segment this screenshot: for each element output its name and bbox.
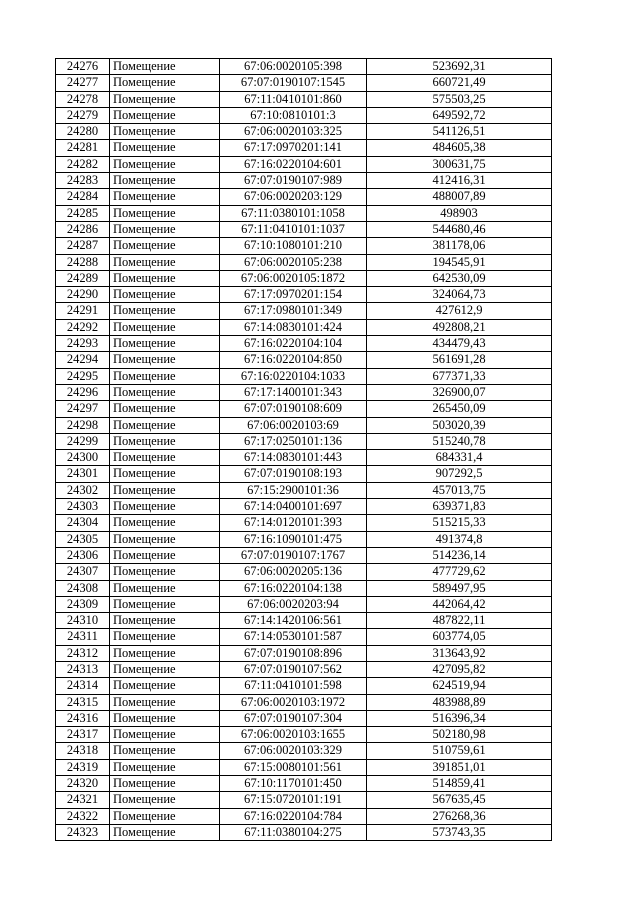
cadastral-number-cell: 67:17:0970201:154 [220, 287, 367, 303]
table-row [56, 694, 552, 710]
row-number-cell: 24312 [56, 645, 110, 661]
value-cell: 442064,42 [367, 596, 552, 612]
row-number-cell: 24294 [56, 352, 110, 368]
object-type-cell: Помещение [110, 759, 220, 775]
table-row [56, 824, 552, 840]
object-type-cell: Помещение [110, 564, 220, 580]
object-type-cell: Помещение [110, 613, 220, 629]
table-row [56, 776, 552, 792]
value-cell: 567635,45 [367, 792, 552, 808]
row-number-cell: 24286 [56, 221, 110, 237]
value-cell: 194545,91 [367, 254, 552, 270]
table-row [56, 678, 552, 694]
object-type-cell: Помещение [110, 319, 220, 335]
cadastral-number-cell: 67:16:0220104:784 [220, 808, 367, 824]
object-type-cell: Помещение [110, 368, 220, 384]
value-cell: 313643,92 [367, 645, 552, 661]
cadastral-number-cell: 67:06:0020105:238 [220, 254, 367, 270]
object-type-cell: Помещение [110, 645, 220, 661]
value-cell: 515215,33 [367, 515, 552, 531]
object-type-cell: Помещение [110, 629, 220, 645]
table-row [56, 221, 552, 237]
object-type-cell: Помещение [110, 808, 220, 824]
cadastral-number-cell: 67:17:0250101:136 [220, 433, 367, 449]
value-cell: 427095,82 [367, 661, 552, 677]
cadastral-number-cell: 67:07:0190108:193 [220, 466, 367, 482]
row-number-cell: 24315 [56, 694, 110, 710]
value-cell: 561691,28 [367, 352, 552, 368]
table-row [56, 531, 552, 547]
cadastral-number-cell: 67:16:0220104:1033 [220, 368, 367, 384]
value-cell: 381178,06 [367, 238, 552, 254]
object-type-cell: Помещение [110, 156, 220, 172]
value-cell: 484605,38 [367, 140, 552, 156]
table-row [56, 287, 552, 303]
table-row [56, 336, 552, 352]
cadastral-number-cell: 67:06:0020103:329 [220, 743, 367, 759]
cadastral-number-cell: 67:16:0220104:601 [220, 156, 367, 172]
cadastral-number-cell: 67:07:0190108:896 [220, 645, 367, 661]
cadastral-number-cell: 67:06:0020103:69 [220, 417, 367, 433]
value-cell: 649592,72 [367, 107, 552, 123]
cadastral-number-cell: 67:07:0190108:609 [220, 401, 367, 417]
row-number-cell: 24318 [56, 743, 110, 759]
cadastral-number-cell: 67:17:0980101:349 [220, 303, 367, 319]
object-type-cell: Помещение [110, 776, 220, 792]
value-cell: 523692,31 [367, 59, 552, 75]
object-type-cell: Помещение [110, 189, 220, 205]
table-row [56, 629, 552, 645]
value-cell: 907292,5 [367, 466, 552, 482]
object-type-cell: Помещение [110, 401, 220, 417]
value-cell: 573743,35 [367, 824, 552, 840]
value-cell: 477729,62 [367, 564, 552, 580]
cadastral-number-cell: 67:14:0120101:393 [220, 515, 367, 531]
value-cell: 391851,01 [367, 759, 552, 775]
table-row [56, 319, 552, 335]
table-row [56, 140, 552, 156]
object-type-cell: Помещение [110, 205, 220, 221]
object-type-cell: Помещение [110, 450, 220, 466]
row-number-cell: 24298 [56, 417, 110, 433]
value-cell: 498903 [367, 205, 552, 221]
object-type-cell: Помещение [110, 743, 220, 759]
row-number-cell: 24290 [56, 287, 110, 303]
cadastral-number-cell: 67:06:0020203:94 [220, 596, 367, 612]
row-number-cell: 24291 [56, 303, 110, 319]
object-type-cell: Помещение [110, 417, 220, 433]
object-type-cell: Помещение [110, 124, 220, 140]
row-number-cell: 24289 [56, 270, 110, 286]
table-row [56, 515, 552, 531]
value-cell: 624519,94 [367, 678, 552, 694]
object-type-cell: Помещение [110, 140, 220, 156]
table-row [56, 499, 552, 515]
object-type-cell: Помещение [110, 384, 220, 400]
value-cell: 483988,89 [367, 694, 552, 710]
value-cell: 503020,39 [367, 417, 552, 433]
table-row [56, 580, 552, 596]
object-type-cell: Помещение [110, 678, 220, 694]
row-number-cell: 24317 [56, 727, 110, 743]
cadastral-number-cell: 67:10:0810101:3 [220, 107, 367, 123]
table-row [56, 466, 552, 482]
row-number-cell: 24305 [56, 531, 110, 547]
table-row [56, 156, 552, 172]
table-row [56, 124, 552, 140]
value-cell: 434479,43 [367, 336, 552, 352]
table-row [56, 368, 552, 384]
value-cell: 544680,46 [367, 221, 552, 237]
cadastral-number-cell: 67:14:0830101:424 [220, 319, 367, 335]
object-type-cell: Помещение [110, 499, 220, 515]
value-cell: 684331,4 [367, 450, 552, 466]
cadastral-number-cell: 67:11:0380104:275 [220, 824, 367, 840]
cadastral-number-cell: 67:06:0020205:136 [220, 564, 367, 580]
value-cell: 488007,89 [367, 189, 552, 205]
object-type-cell: Помещение [110, 303, 220, 319]
row-number-cell: 24313 [56, 661, 110, 677]
table-row [56, 547, 552, 563]
row-number-cell: 24283 [56, 173, 110, 189]
row-number-cell: 24307 [56, 564, 110, 580]
row-number-cell: 24320 [56, 776, 110, 792]
table-row [56, 613, 552, 629]
value-cell: 326900,07 [367, 384, 552, 400]
cadastral-number-cell: 67:14:0400101:697 [220, 499, 367, 515]
table-row [56, 792, 552, 808]
table-row [56, 303, 552, 319]
object-type-cell: Помещение [110, 287, 220, 303]
row-number-cell: 24323 [56, 824, 110, 840]
object-type-cell: Помещение [110, 221, 220, 237]
row-number-cell: 24293 [56, 336, 110, 352]
table-row [56, 417, 552, 433]
object-type-cell: Помещение [110, 482, 220, 498]
row-number-cell: 24296 [56, 384, 110, 400]
row-number-cell: 24282 [56, 156, 110, 172]
row-number-cell: 24304 [56, 515, 110, 531]
row-number-cell: 24280 [56, 124, 110, 140]
value-cell: 427612,9 [367, 303, 552, 319]
row-number-cell: 24306 [56, 547, 110, 563]
table-row [56, 596, 552, 612]
row-number-cell: 24276 [56, 59, 110, 75]
cadastral-number-cell: 67:06:0020103:325 [220, 124, 367, 140]
row-number-cell: 24303 [56, 499, 110, 515]
object-type-cell: Помещение [110, 531, 220, 547]
object-type-cell: Помещение [110, 710, 220, 726]
value-cell: 677371,33 [367, 368, 552, 384]
row-number-cell: 24299 [56, 433, 110, 449]
cadastral-number-cell: 67:07:0190107:1545 [220, 75, 367, 91]
cadastral-number-cell: 67:17:1400101:343 [220, 384, 367, 400]
value-cell: 491374,8 [367, 531, 552, 547]
value-cell: 575503,25 [367, 91, 552, 107]
value-cell: 457013,75 [367, 482, 552, 498]
table-row [56, 205, 552, 221]
cadastral-number-cell: 67:11:0410101:1037 [220, 221, 367, 237]
cadastral-number-cell: 67:16:0220104:138 [220, 580, 367, 596]
table-row [56, 759, 552, 775]
cadastral-number-cell: 67:06:0020203:129 [220, 189, 367, 205]
object-type-cell: Помещение [110, 596, 220, 612]
table-row [56, 270, 552, 286]
row-number-cell: 24300 [56, 450, 110, 466]
table-row [56, 401, 552, 417]
row-number-cell: 24295 [56, 368, 110, 384]
object-type-cell: Помещение [110, 466, 220, 482]
cadastral-number-cell: 67:06:0020103:1972 [220, 694, 367, 710]
table-row [56, 482, 552, 498]
row-number-cell: 24322 [56, 808, 110, 824]
property-table [55, 58, 552, 841]
row-number-cell: 24316 [56, 710, 110, 726]
value-cell: 300631,75 [367, 156, 552, 172]
object-type-cell: Помещение [110, 91, 220, 107]
value-cell: 515240,78 [367, 433, 552, 449]
cadastral-number-cell: 67:15:0080101:561 [220, 759, 367, 775]
value-cell: 589497,95 [367, 580, 552, 596]
property-table-body [56, 59, 552, 841]
cadastral-number-cell: 67:14:0530101:587 [220, 629, 367, 645]
value-cell: 502180,98 [367, 727, 552, 743]
value-cell: 639371,83 [367, 499, 552, 515]
row-number-cell: 24288 [56, 254, 110, 270]
table-row [56, 173, 552, 189]
object-type-cell: Помещение [110, 694, 220, 710]
object-type-cell: Помещение [110, 515, 220, 531]
table-row [56, 645, 552, 661]
value-cell: 510759,61 [367, 743, 552, 759]
cadastral-number-cell: 67:16:0220104:850 [220, 352, 367, 368]
object-type-cell: Помещение [110, 580, 220, 596]
cadastral-number-cell: 67:17:0970201:141 [220, 140, 367, 156]
row-number-cell: 24285 [56, 205, 110, 221]
table-row [56, 384, 552, 400]
value-cell: 642530,09 [367, 270, 552, 286]
table-row [56, 661, 552, 677]
value-cell: 412416,31 [367, 173, 552, 189]
cadastral-number-cell: 67:10:1170101:450 [220, 776, 367, 792]
object-type-cell: Помещение [110, 238, 220, 254]
cadastral-number-cell: 67:11:0410101:598 [220, 678, 367, 694]
table-row [56, 564, 552, 580]
object-type-cell: Помещение [110, 254, 220, 270]
cadastral-number-cell: 67:06:0020105:398 [220, 59, 367, 75]
row-number-cell: 24308 [56, 580, 110, 596]
object-type-cell: Помещение [110, 59, 220, 75]
table-row [56, 107, 552, 123]
object-type-cell: Помещение [110, 661, 220, 677]
cadastral-number-cell: 67:06:0020103:1655 [220, 727, 367, 743]
cadastral-number-cell: 67:16:1090101:475 [220, 531, 367, 547]
row-number-cell: 24314 [56, 678, 110, 694]
row-number-cell: 24321 [56, 792, 110, 808]
table-row [56, 710, 552, 726]
table-row [56, 238, 552, 254]
value-cell: 514859,41 [367, 776, 552, 792]
value-cell: 660721,49 [367, 75, 552, 91]
object-type-cell: Помещение [110, 336, 220, 352]
table-row [56, 727, 552, 743]
value-cell: 324064,73 [367, 287, 552, 303]
cadastral-number-cell: 67:15:2900101:36 [220, 482, 367, 498]
value-cell: 516396,34 [367, 710, 552, 726]
object-type-cell: Помещение [110, 433, 220, 449]
row-number-cell: 24277 [56, 75, 110, 91]
table-row [56, 254, 552, 270]
cadastral-number-cell: 67:16:0220104:104 [220, 336, 367, 352]
row-number-cell: 24311 [56, 629, 110, 645]
value-cell: 487822,11 [367, 613, 552, 629]
row-number-cell: 24281 [56, 140, 110, 156]
table-row [56, 189, 552, 205]
table-row [56, 433, 552, 449]
row-number-cell: 24292 [56, 319, 110, 335]
object-type-cell: Помещение [110, 107, 220, 123]
value-cell: 492808,21 [367, 319, 552, 335]
object-type-cell: Помещение [110, 75, 220, 91]
object-type-cell: Помещение [110, 824, 220, 840]
row-number-cell: 24302 [56, 482, 110, 498]
row-number-cell: 24310 [56, 613, 110, 629]
cadastral-number-cell: 67:15:0720101:191 [220, 792, 367, 808]
value-cell: 265450,09 [367, 401, 552, 417]
table-row [56, 808, 552, 824]
cadastral-number-cell: 67:06:0020105:1872 [220, 270, 367, 286]
cadastral-number-cell: 67:07:0190107:304 [220, 710, 367, 726]
object-type-cell: Помещение [110, 270, 220, 286]
row-number-cell: 24279 [56, 107, 110, 123]
row-number-cell: 24287 [56, 238, 110, 254]
object-type-cell: Помещение [110, 173, 220, 189]
cadastral-number-cell: 67:11:0380101:1058 [220, 205, 367, 221]
cadastral-number-cell: 67:07:0190107:1767 [220, 547, 367, 563]
cadastral-number-cell: 67:07:0190107:989 [220, 173, 367, 189]
row-number-cell: 24284 [56, 189, 110, 205]
table-row [56, 59, 552, 75]
object-type-cell: Помещение [110, 352, 220, 368]
table-row [56, 743, 552, 759]
value-cell: 514236,14 [367, 547, 552, 563]
value-cell: 276268,36 [367, 808, 552, 824]
cadastral-number-cell: 67:14:0830101:443 [220, 450, 367, 466]
object-type-cell: Помещение [110, 547, 220, 563]
row-number-cell: 24297 [56, 401, 110, 417]
cadastral-number-cell: 67:11:0410101:860 [220, 91, 367, 107]
object-type-cell: Помещение [110, 727, 220, 743]
cadastral-number-cell: 67:07:0190107:562 [220, 661, 367, 677]
table-row [56, 75, 552, 91]
cadastral-number-cell: 67:10:1080101:210 [220, 238, 367, 254]
row-number-cell: 24301 [56, 466, 110, 482]
object-type-cell: Помещение [110, 792, 220, 808]
table-row [56, 352, 552, 368]
row-number-cell: 24278 [56, 91, 110, 107]
row-number-cell: 24309 [56, 596, 110, 612]
cadastral-number-cell: 67:14:1420106:561 [220, 613, 367, 629]
value-cell: 603774,05 [367, 629, 552, 645]
row-number-cell: 24319 [56, 759, 110, 775]
table-row [56, 450, 552, 466]
table-row [56, 91, 552, 107]
value-cell: 541126,51 [367, 124, 552, 140]
